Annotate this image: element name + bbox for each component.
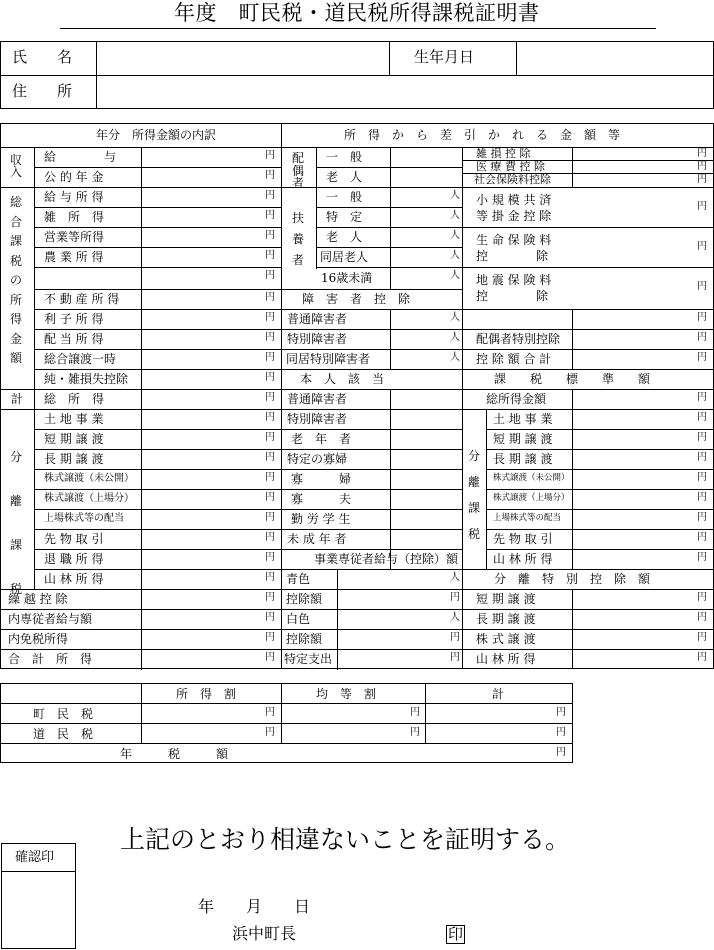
grid-rule [462,309,714,310]
unit-mark: 円 [265,412,275,423]
unit-mark: 人 [450,332,460,343]
grid-rule [316,247,462,248]
tax-total-header: 計 [492,687,505,701]
ordinary-disability-label: 普通障害者 [287,312,348,326]
unit-mark: 人 [450,230,460,241]
small-enterprise-mutual-label: 小 規 模 共 済 [476,193,552,207]
grid-rule [282,649,462,650]
unit-mark: 円 [265,210,275,221]
separate-special-deduction-header: 分 離 特 別 控 除 額 [494,572,651,586]
unit-mark: 円 [556,747,566,758]
unit-mark: 人 [450,612,460,623]
unit-mark: 円 [265,352,275,363]
grid-rule [486,489,714,490]
sep-forestry-label: 山 林 所 得 [493,552,553,566]
taxable-base-header: 課 税 標 準 額 [494,372,651,386]
income-table [0,123,714,669]
land-business-label: 土 地 事 業 [44,412,104,426]
grid-rule [316,267,462,268]
public-pension-label: 公 的 年 金 [44,170,104,184]
unit-mark: 円 [265,552,275,563]
dependent-cohabiting-elderly-label: 同居老人 [320,250,369,264]
grid-rule [282,449,462,450]
sep-stock-unlisted-label: 株式譲渡（未公開） [493,473,570,483]
dividend-income-label: 配 当 所 得 [44,332,104,346]
grid-rule [462,409,714,410]
unit-mark: 円 [450,632,460,643]
grid-rule [0,147,714,148]
unit-mark: 円 [265,452,275,463]
futures-label: 先 物 取 引 [44,532,104,546]
comprehensive-transfer-label: 総合譲渡一時 [44,352,117,366]
unit-mark: 円 [697,161,707,172]
grid-rule [282,309,462,310]
grid-rule [282,469,462,470]
grid-rule [282,629,462,630]
unit-mark: 円 [450,592,460,603]
stock-transfer-unlisted-label: 株式譲渡（未公開） [44,473,134,484]
unit-mark: 円 [265,392,275,403]
unit-mark: 円 [697,512,707,523]
per-capita-levy-header: 均 等 割 [316,687,377,701]
unit-mark: 円 [697,148,707,159]
self-applicable-header: 本 人 該 当 [300,372,385,386]
grid-rule [462,589,714,590]
dependents-group-label: 扶養者 [291,211,304,267]
grid-rule [486,509,714,510]
unit-mark: 円 [265,592,275,603]
unit-mark: 円 [697,632,707,643]
grid-rule [282,329,462,330]
listed-stock-dividend-label: 上場株式等の配当 [44,513,124,524]
unit-mark: 円 [265,270,275,281]
total-income-sum-label: 合 計 所 得 [8,652,93,666]
white-return-label: 白色 [286,612,311,626]
unit-mark: 円 [265,170,275,181]
sp-long-term-label: 長 期 譲 渡 [476,612,536,626]
business-income-label: 営業等所得 [44,230,105,244]
grid-rule [282,509,462,510]
deductions-header: 所 得 か ら 差 引 か れ る 金 額 等 [344,128,621,142]
medical-expense-deduction-label: 医 療 費 控 除 [476,160,545,173]
mayor-title: 浜中町長 [232,924,297,943]
unit-mark: 円 [265,292,275,303]
total-group-label: 計 [11,392,24,406]
unit-mark: 人 [450,190,460,201]
grid-rule [34,289,282,290]
unit-mark: 円 [265,312,275,323]
grid-rule [34,429,282,430]
spouse-elderly-label: 老 人 [326,170,363,184]
dependent-general-label: 一 般 [326,190,363,204]
interest-income-label: 利 子 所 得 [44,312,104,326]
small-enterprise-mutual-label-2: 等 掛 金 控 除 [476,209,552,223]
unit-mark: 円 [265,727,275,738]
casualty-loss-deduction-label: 雑 損 控 除 [476,147,531,160]
grid-rule [34,529,282,530]
unit-mark: 人 [450,312,460,323]
unit-mark: 円 [556,707,566,718]
unit-mark: 円 [265,492,275,503]
family-employee-deduction-label: 事業専従者給与（控除）額 [314,552,459,566]
town-tax-label: 町 民 税 [33,707,94,721]
tax-exempt-income-label: 内免税所得 [8,632,69,646]
unit-mark: 円 [697,552,707,563]
certification-statement: 上記のとおり相違ないことを証明する。 [120,825,571,854]
grid-rule [282,549,462,550]
grid-rule [282,409,462,410]
spouse-group-label: 配偶者 [291,151,304,190]
income-breakdown-header: 年分 所得金額の内訳 [96,128,217,142]
family-employee-salary-label: 内専従者給与額 [8,612,93,626]
white-deduction-label: 控除額 [286,632,323,646]
sep-stock-listed-label: 株式譲渡（上場分） [493,493,570,503]
unit-mark: 人 [450,352,460,363]
unit-mark: 円 [265,512,275,523]
unit-mark: 円 [265,332,275,343]
sep-long-term-label: 長 期 譲 渡 [493,452,553,466]
sp-short-term-label: 短 期 譲 渡 [476,592,536,606]
grid-rule [34,549,282,550]
grid-rule [34,167,282,168]
grid-rule [462,569,714,570]
stock-transfer-listed-label: 株式譲渡（上場分） [44,493,134,504]
dependent-elderly-label: 老 人 [326,230,363,244]
grid-rule [486,529,714,530]
grid-rule [316,227,462,228]
unit-mark: 円 [697,612,707,623]
birthdate-label: 生年月日 [414,48,475,66]
unit-mark: 円 [697,352,707,363]
earthquake-insurance-label-2: 控 除 [476,289,549,303]
unit-mark: 円 [697,592,707,603]
agricultural-income-label: 農 業 所 得 [44,250,104,264]
unit-mark: 円 [265,250,275,261]
retirement-income-label: 退 職 所 得 [44,552,104,566]
grid-rule [282,429,462,430]
blue-return-label: 青色 [286,572,311,586]
unit-mark: 人 [450,210,460,221]
grid-rule [34,329,282,330]
name-label: 氏 名 [12,48,73,66]
grid-rule [34,569,282,570]
income-levy-header: 所 得 割 [176,687,237,701]
grid-rule [34,369,282,370]
grid-rule [282,529,462,530]
net-loss-deduction-label: 純・雑損失控除 [44,372,129,386]
grid-rule [282,349,462,350]
unit-mark: 円 [265,707,275,718]
unit-mark: 円 [265,632,275,643]
sp-forestry-label: 山 林 所 得 [476,652,536,666]
life-insurance-label-2: 控 除 [476,249,549,263]
spouse-general-label: 一 般 [326,150,363,164]
right-separate-taxation-label: 分離課税 [467,449,480,541]
carryover-deduction-label: 繰 越 控 除 [8,592,68,606]
grid-rule [462,609,714,610]
unit-mark: 円 [697,412,707,423]
grid-rule [486,469,714,470]
grid-rule [34,267,282,268]
grid-rule [282,369,462,370]
unit-mark: 円 [697,201,707,212]
grid-rule [282,569,462,570]
specified-expenses-label: 特定支出 [284,652,333,666]
unit-mark: 円 [697,432,707,443]
grid-rule [316,167,462,168]
grid-rule [486,429,714,430]
unit-mark: 円 [697,332,707,343]
grid-rule [462,267,714,268]
short-term-transfer-label: 短 期 譲 渡 [44,432,104,446]
long-term-transfer-label: 長 期 譲 渡 [44,452,104,466]
grid-rule [34,449,282,450]
working-student-label: 勤 労 学 生 [291,512,351,526]
unit-mark: 円 [697,532,707,543]
sep-futures-label: 先 物 取 引 [493,532,553,546]
unit-mark: 円 [697,174,707,185]
unit-mark: 円 [265,572,275,583]
total-income-label: 総 所 得 [44,392,105,406]
earthquake-insurance-label: 地 震 保 険 料 [476,273,552,287]
grid-rule [316,207,462,208]
grid-rule [462,227,714,228]
self-special-disability-label: 特別障害者 [287,412,348,426]
grid-rule [34,227,282,228]
unit-mark: 円 [265,230,275,241]
income-group-label: 収入 [9,153,22,179]
cohabiting-special-disability-label: 同居特別障害者 [286,352,371,366]
grid-rule [462,187,714,188]
unit-mark: 人 [450,250,460,261]
general-taxation-group-label: 総合課税の所得金額 [9,195,22,365]
unit-mark: 人 [450,270,460,281]
prefectural-tax-label: 道 民 税 [33,727,94,741]
separate-taxation-group-label: 分離課税 [9,450,22,596]
unit-mark: 円 [410,727,420,738]
grid-rule [34,247,282,248]
misc-income-label: 雑 所 得 [44,210,105,224]
dependent-specified-label: 特 定 [326,210,363,224]
unit-mark: 円 [265,612,275,623]
unit-mark: 円 [697,312,707,323]
address-label: 住 所 [12,82,73,100]
sp-stock-transfer-label: 株 式 譲 渡 [476,632,536,646]
unit-mark: 円 [265,472,275,483]
unit-mark: 円 [450,652,460,663]
total-income-amount-label: 総所得金額 [486,392,547,406]
grid-rule [34,469,282,470]
grid-rule [486,449,714,450]
salary-label: 給 与 [44,150,117,164]
grid-rule [462,649,714,650]
grid-rule [462,329,714,330]
unit-mark: 円 [265,150,275,161]
grid-rule [34,207,282,208]
social-insurance-deduction-label: 社会保険料控除 [474,173,551,186]
spouse-special-deduction-label: 配偶者特別控除 [476,332,561,346]
specified-widow-label: 特定の寡婦 [287,452,348,466]
dependent-under16-label: 16歳未満 [321,271,373,285]
unit-mark: 円 [265,432,275,443]
document-title: 年度 町民税・道民税所得課税証明書 [174,1,540,25]
unit-mark: 円 [410,707,420,718]
unit-mark: 円 [265,532,275,543]
salary-income-label: 給 与 所 得 [44,190,104,204]
grid-rule [462,349,714,350]
unit-mark: 人 [450,572,460,583]
grid-rule [282,187,462,188]
grid-rule [34,309,282,310]
widow-label: 寡 婦 [291,472,352,486]
life-insurance-label: 生 命 保 険 料 [476,233,552,247]
title-underline [60,28,656,29]
unit-mark: 円 [697,281,707,292]
unit-mark: 円 [697,472,707,483]
unit-mark: 円 [697,392,707,403]
grid-rule [486,549,714,550]
sep-land-business-label: 土 地 事 業 [493,412,553,426]
sep-short-term-label: 短 期 譲 渡 [493,432,553,446]
grid-rule [282,609,462,610]
minor-label: 未 成 年 者 [287,532,347,546]
unit-mark: 円 [556,727,566,738]
self-ordinary-disability-label: 普通障害者 [287,392,348,406]
unit-mark: 円 [697,492,707,503]
official-seal-mark: 印 [447,925,463,943]
grid-rule [0,389,714,390]
annual-tax-label: 年 税 額 [120,747,229,761]
elderly-label: 老 年 者 [291,432,352,446]
blue-deduction-label: 控除額 [286,592,323,606]
unit-mark: 円 [697,241,707,252]
grid-rule [462,369,714,370]
unit-mark: 円 [265,372,275,383]
sep-listed-dividend-label: 上場株式等の配当 [493,513,562,523]
disability-deduction-header: 障 害 者 控 除 [302,292,411,306]
unit-mark: 円 [265,190,275,201]
unit-mark: 円 [697,452,707,463]
grid-rule [282,589,462,590]
confirmation-stamp-label: 確認印 [15,850,55,865]
forestry-income-label: 山 林 所 得 [44,572,104,586]
unit-mark: 円 [697,652,707,663]
grid-rule [34,489,282,490]
deduction-total-label: 控 除 額 合 計 [476,352,552,366]
real-estate-income-label: 不 動 産 所 得 [44,292,120,306]
grid-rule [34,509,282,510]
issue-date: 年 月 日 [198,897,311,916]
grid-rule [462,629,714,630]
grid-rule [34,349,282,350]
widower-label: 寡 夫 [291,492,352,506]
unit-mark: 円 [265,652,275,663]
grid-rule [282,289,462,290]
grid-rule [282,489,462,490]
special-disability-label: 特別障害者 [287,332,348,346]
